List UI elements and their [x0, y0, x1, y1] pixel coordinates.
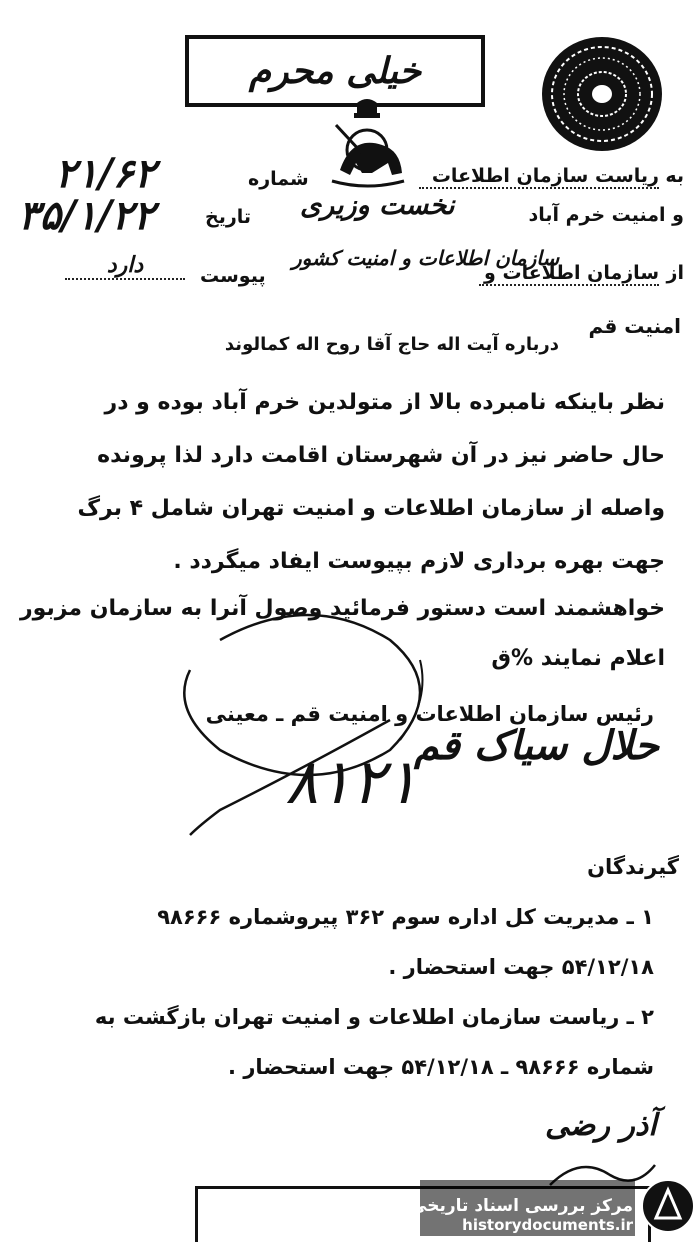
header-attachment-label: پیوست: [200, 265, 266, 287]
body-line-5: خواهشمند است دستور فرمائید وصول آنرا به سازمان مزبور: [20, 596, 665, 621]
watermark-fa: مرکز بررسی اسناد تاریخی: [410, 1196, 633, 1216]
header-attachment-value: دارد: [65, 252, 185, 280]
recipient-line-2: ۵۴/۱۲/۱۸ جهت استحضار .: [388, 955, 654, 979]
header-to-value-2: و امنیت خرم آباد: [528, 204, 684, 226]
recipient-line-3: ۲ ـ ریاست سازمان اطلاعات و امنیت تهران بازگشت به: [94, 1005, 654, 1029]
body-line-1: نظر باینکه نامبرده بالا از متولدین خرم آباد بوده و در: [104, 390, 665, 415]
header-number-label: شماره: [248, 168, 309, 190]
header-date-label: تاریخ: [205, 206, 252, 228]
signature-number: ۸۱۲۱: [285, 745, 419, 818]
header-org-name: سازمان اطلاعات و امنیت کشور: [292, 246, 560, 270]
recipient-line-4: شماره ۹۸۶۶۶ ـ ۵۴/۱۲/۱۸ جهت استحضار .: [228, 1055, 654, 1079]
body-line-3: واصله از سازمان اطلاعات و امنیت تهران شامل ۴ برگ: [77, 496, 665, 521]
header-date-value: ۳۵/۱/۲۲: [18, 192, 155, 239]
handwritten-note: آذر رضی: [545, 1108, 657, 1143]
body-line-4: جهت بهره برداری لازم بپیوست ایفاد میگردد .: [173, 549, 665, 574]
body-line-6: اعلام نمایند %ق: [491, 646, 665, 671]
header-ministry: نخست وزیری: [300, 190, 455, 221]
classification-label: خیلی محرم: [248, 50, 422, 92]
watermark-logo-icon: [640, 1178, 696, 1234]
watermark-en: historydocuments.ir: [462, 1216, 633, 1234]
subject-line: درباره آیت اله حاج آقا روح اله کمالوند: [224, 334, 559, 355]
recipient-line-1: ۱ ـ مدیریت کل اداره سوم ۳۶۲ پیروشماره ۹۸۶۶۶: [157, 905, 654, 929]
recipients-heading: گیرندگان: [587, 855, 679, 879]
header-to-value: ریاست سازمان اطلاعات: [419, 165, 659, 189]
origin-line: امنیت قم: [588, 314, 681, 338]
header-from-value: سازمان اطلاعات و: [479, 262, 659, 286]
signature-handwriting: حلال سیاک قم: [414, 722, 659, 769]
header-from-label: از: [666, 262, 684, 284]
body-line-2: حال حاضر نیز در آن شهرستان اقامت دارد لذا پرونده: [97, 443, 665, 468]
lion-sun-emblem-icon: [322, 95, 412, 195]
signature-scribble: [160, 600, 460, 860]
seal-icon: [540, 35, 665, 153]
header-number-value: ۲۱/۶۲: [55, 150, 156, 197]
signature-title: رئیس سازمان اطلاعات و امنیت قم ـ معینی: [205, 702, 654, 726]
header-to-label: به: [665, 165, 684, 187]
watermark: [410, 1196, 633, 1234]
